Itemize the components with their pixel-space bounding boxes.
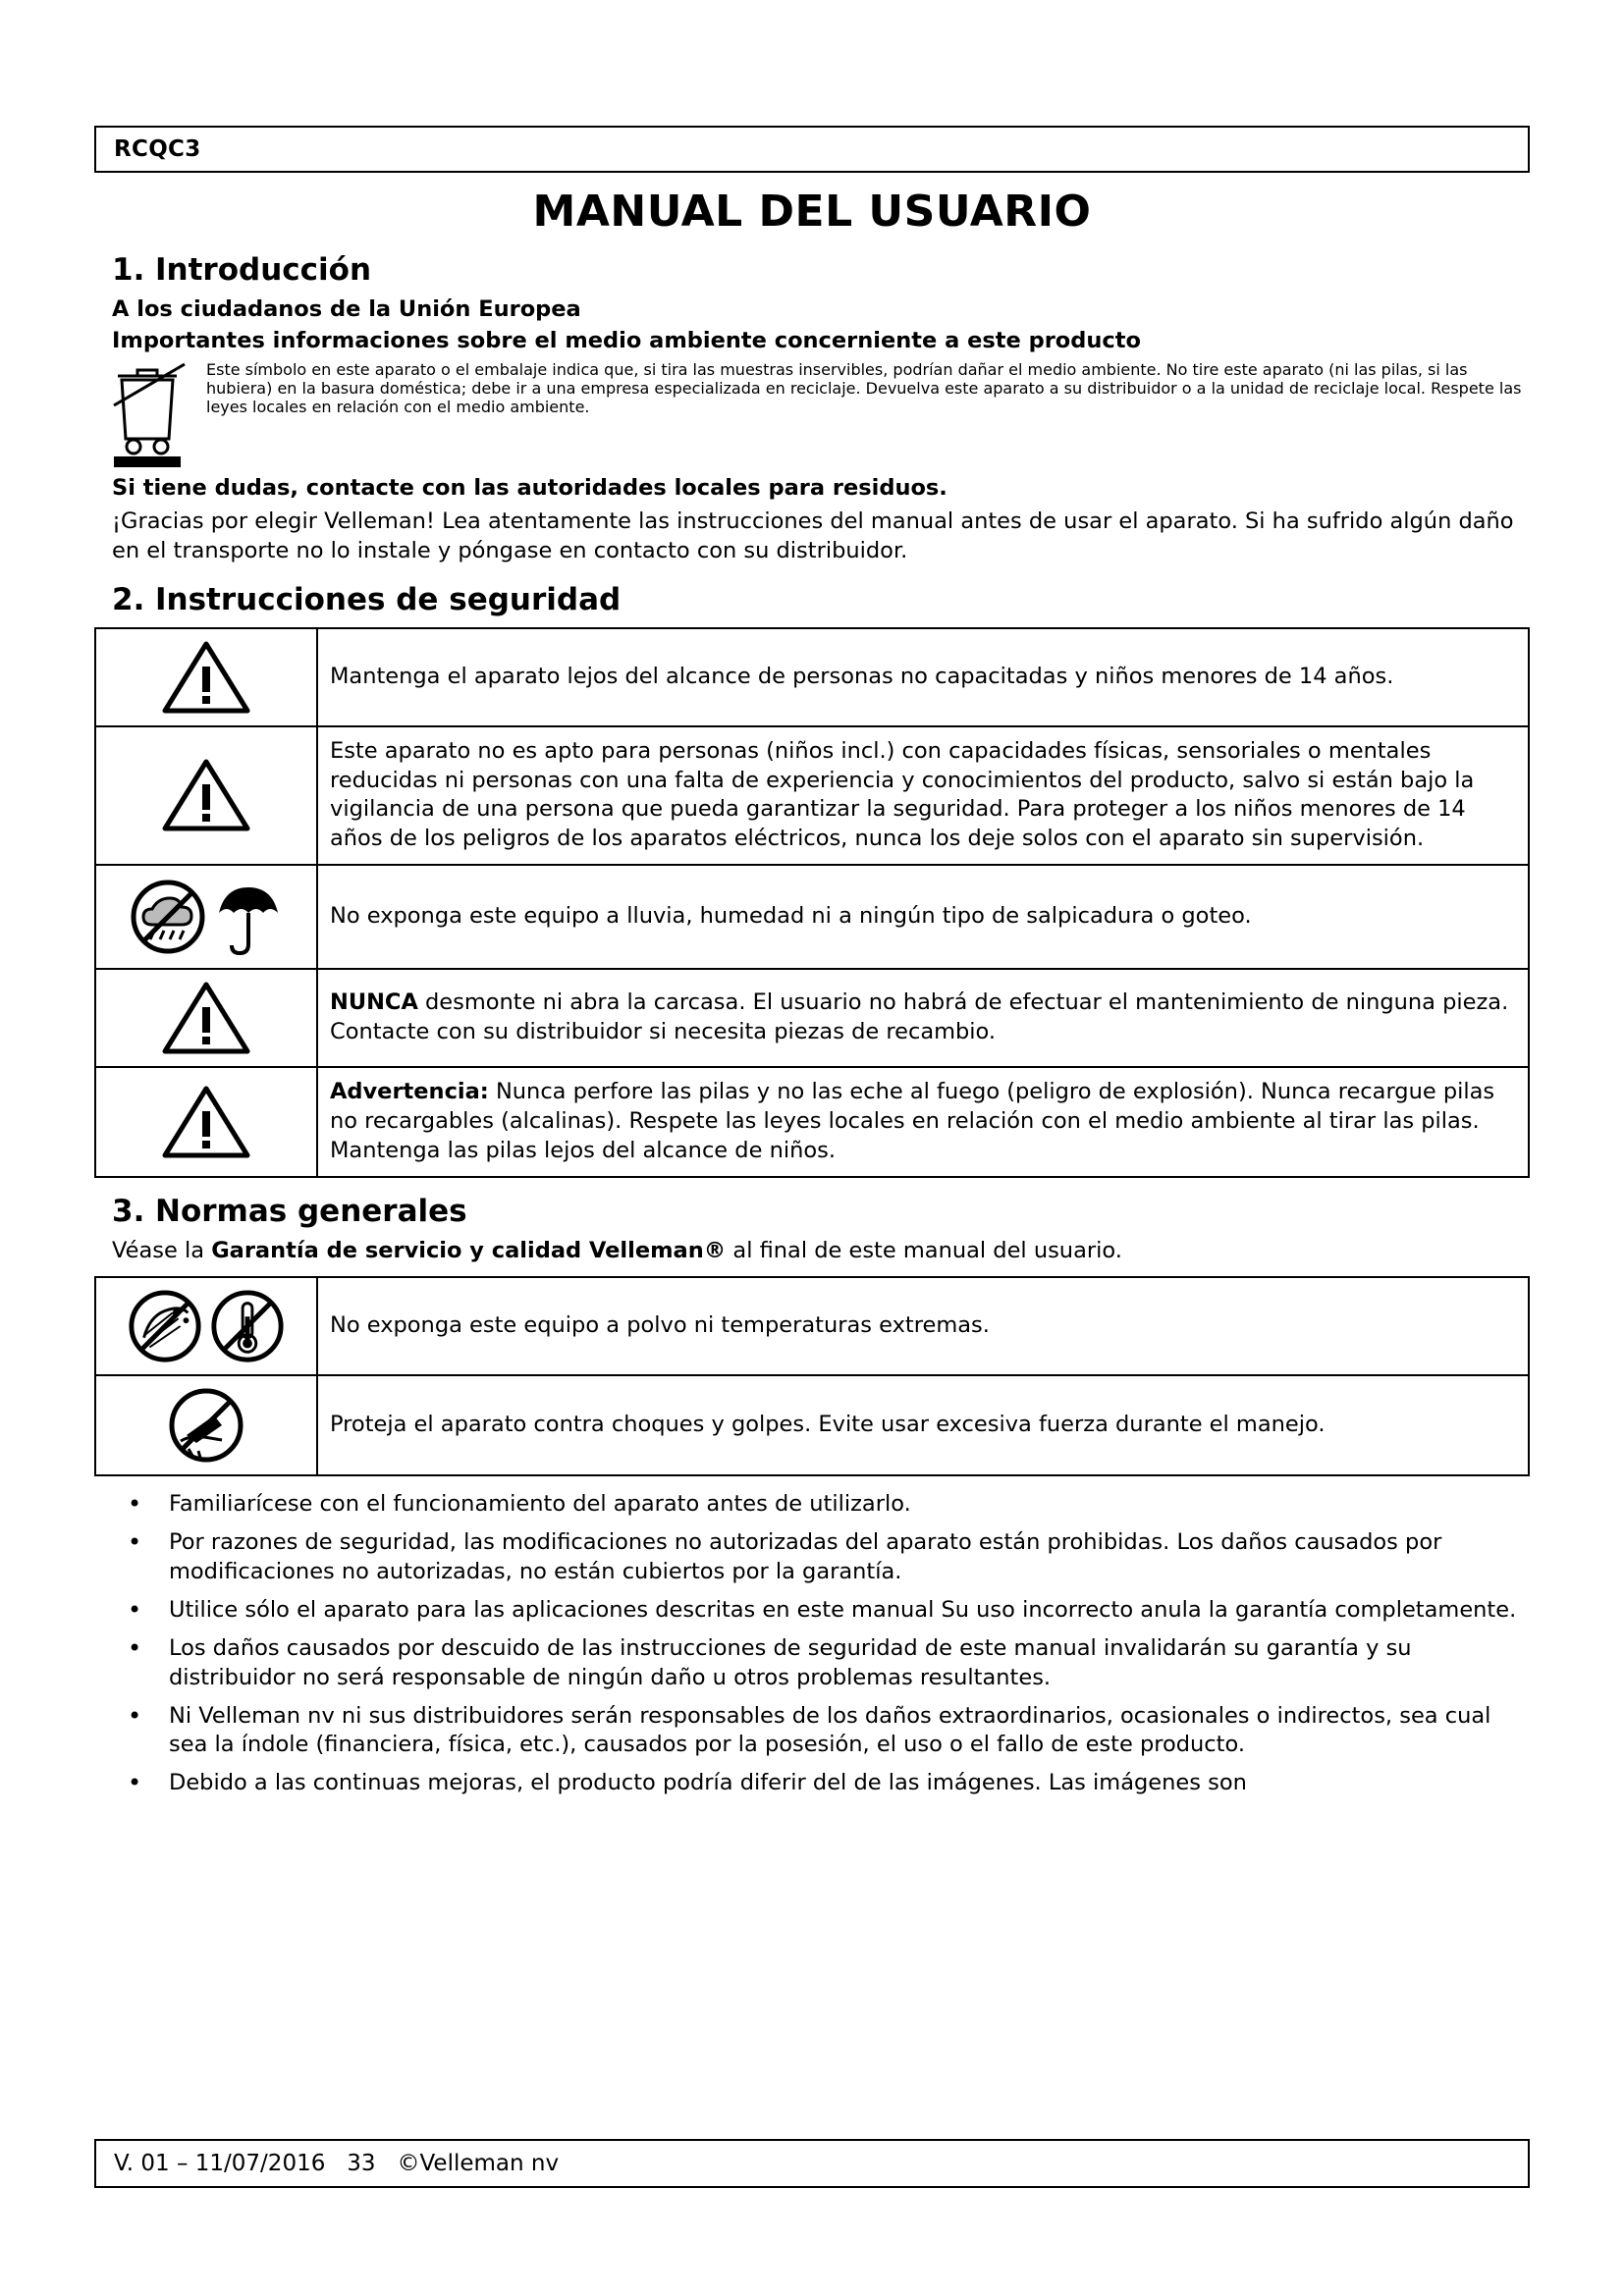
safety-text: Mantenga el aparato lejos del alcance de personas no capacitadas y niños menores de 14 años. (317, 628, 1529, 726)
weee-block (94, 360, 1530, 472)
warranty-post: al final de este manual del usuario. (726, 1238, 1122, 1264)
section-heading-introduccion (94, 252, 1530, 288)
safety-text-body: desmonte ni abra la carcasa. El usuario no habrá de efectuar el mantenimiento de ninguna pieza. Contacte con su distribuidor si necesita piezas de recambio. (330, 989, 1509, 1045)
doubts-text: Si tiene dudas, contacte con las autoridades locales para residuos. (112, 474, 947, 501)
list-item: • Ni Velleman nv ni sus distribuidores serán responsables de los daños extraordinarios, ocasionales o indirectos, sea cual sea la índole (financiera, física, etc.), causados por la posesión, el uso o el fallo de este producto. (151, 1702, 1530, 1761)
safety-text-body: Nunca perfore las pilas y no las eche al fuego (peligro de explosión). Nunca recargue pilas no recargables (alcalinas). Respete las leyes locales en relación con el medio ambiente al tirar las pilas. Mantenga las pilas lejos del alcance de niños. (330, 1079, 1495, 1164)
list-item: • Utilice sólo el aparato para las aplicaciones descritas en este manual Su uso incorrecto anula la garantía completamente. (151, 1596, 1530, 1626)
safety-text: Este aparato no es apto para personas (niños incl.) con capacidades físicas, sensoriales o mentales reducidas ni personas con una falta de experiencia y conocimientos del producto, salvo si están bajo la vigilancia de una persona que pueda garantizar la seguridad. Para proteger a los niños menores de 14 años de los peligros de los aparatos eléctricos, nunca los deje solos con el aparato sin supervisión. (317, 726, 1529, 866)
list-item: • Los daños causados por descuido de las instrucciones de seguridad de este manual invalidarán su garantía y su distribuidor no será responsable de ningún daño u otros problemas resultantes. (151, 1634, 1530, 1693)
general-rules-table (94, 1276, 1530, 1476)
safety-text (317, 969, 1529, 1067)
page-title: MANUAL DEL USUARIO (532, 187, 1092, 237)
section-title: Normas generales (155, 1194, 467, 1230)
table-row (95, 1375, 1529, 1475)
warning-triangle-icon (95, 628, 317, 726)
section-title: Instrucciones de seguridad (155, 581, 622, 617)
page-footer-bar (94, 2139, 1530, 2188)
page-header-bar (94, 126, 1530, 173)
warranty-bold: Garantía de servicio y calidad Velleman® (211, 1238, 727, 1264)
warning-triangle-icon (95, 969, 317, 1067)
general-rule-text: No exponga este equipo a polvo ni temperaturas extremas. (317, 1277, 1529, 1375)
thanks-text: ¡Gracias por elegir Velleman! Lea atentamente las instrucciones del manual antes de usar el aparato. Si ha sufrido algún daño en el transporte no lo instale y póngase en contacto con su distribuidor. (112, 507, 1514, 563)
warning-triangle-icon (95, 1067, 317, 1177)
weee-text: Este símbolo en este aparato o el embalaje indica que, si tira las muestras inservibles, podrían dañar el medio ambiente. No tire este aparato (ni las pilas, si las hubiera) en la basura doméstica; debe ir a una empresa especializada en reciclaje. Devuelva este aparato a su distribuidor o a la unidad de reciclaje local. Respete las leyes locales en relación con el medio ambiente. (206, 359, 1522, 416)
no-rain-icon (129, 878, 207, 956)
safety-bold-lead: Advertencia: (330, 1079, 489, 1105)
section-heading-normas (94, 1194, 1530, 1229)
list-item: • Debido a las continuas mejoras, el producto podría diferir del de las imágenes. Las imágenes son (151, 1769, 1530, 1798)
section-title: Introducción (155, 252, 372, 288)
safety-text: No exponga este equipo a lluvia, humedad ni a ningún tipo de salpicadura o goteo. (317, 865, 1529, 969)
table-row (95, 1277, 1529, 1375)
footer-text: V. 01 – 11/07/2016 33 ©Velleman nv (114, 2151, 560, 2176)
table-row (95, 969, 1529, 1067)
general-rule-text: Proteja el aparato contra choques y golpes. Evite usar excesiva fuerza durante el manejo. (317, 1375, 1529, 1475)
no-shock-icon (95, 1375, 317, 1475)
umbrella-icon (213, 876, 284, 958)
safety-bold-lead: NUNCA (330, 989, 418, 1016)
warranty-pre: Véase la (112, 1238, 212, 1264)
list-item: • Por razones de seguridad, las modificaciones no autorizadas del aparato están prohibidas. Los daños causados por modificaciones no autorizadas, no están cubiertos por la garantía. (151, 1528, 1530, 1587)
section-number: 1. (112, 252, 145, 288)
general-bullet-list (94, 1490, 1530, 1798)
table-row (95, 1067, 1529, 1177)
table-row (95, 726, 1529, 866)
environment-info-heading: Importantes informaciones sobre el medio ambiente concerniente a este producto (112, 327, 1141, 353)
no-dust-and-no-temperature-icons (95, 1277, 317, 1375)
warning-triangle-icon (95, 726, 317, 866)
no-rain-and-umbrella-icons (95, 865, 317, 969)
model-label: RCQC3 (114, 136, 201, 162)
warranty-note (94, 1237, 1530, 1266)
table-row (95, 865, 1529, 969)
safety-text (317, 1067, 1529, 1177)
crossed-out-wheelie-bin-icon (112, 360, 206, 472)
eu-citizens-heading: A los ciudadanos de la Unión Europea (112, 296, 581, 322)
safety-table (94, 627, 1530, 1178)
section-heading-seguridad (94, 582, 1530, 617)
no-temperature-icon (209, 1288, 286, 1364)
table-row (95, 628, 1529, 726)
section-number: 3. (112, 1194, 145, 1230)
list-item: • Familiarícese con el funcionamiento del aparato antes de utilizarlo. (151, 1490, 1530, 1520)
no-dust-icon (127, 1288, 203, 1364)
section-number: 2. (112, 581, 145, 617)
